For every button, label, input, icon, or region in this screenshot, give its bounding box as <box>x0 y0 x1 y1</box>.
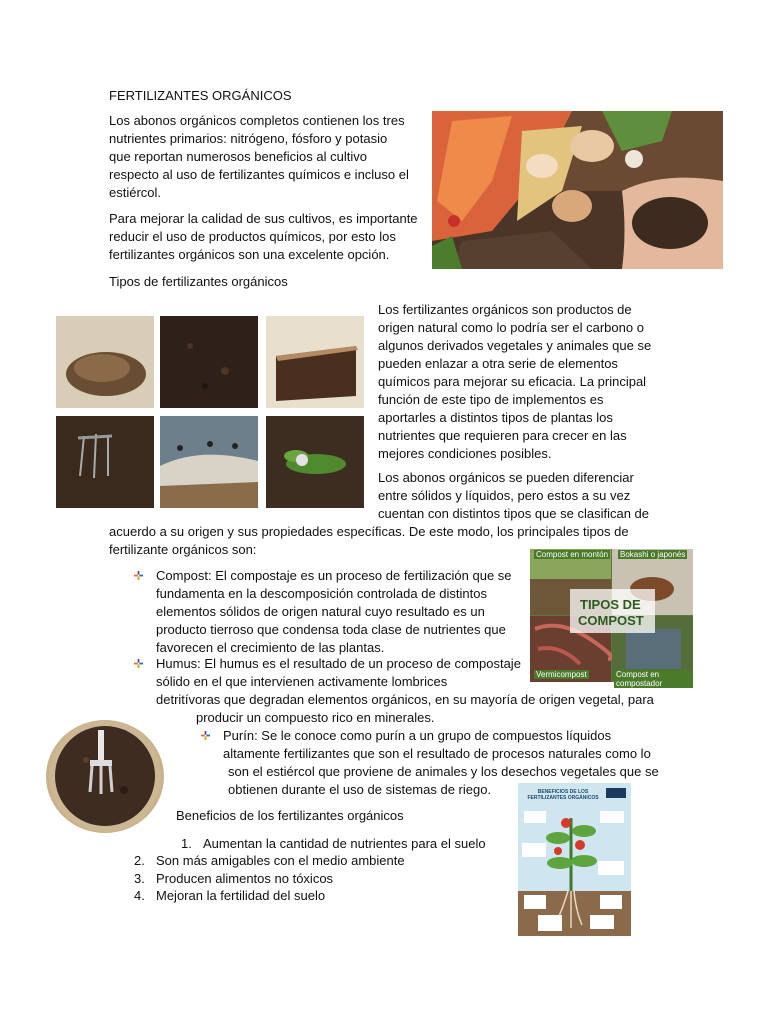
soil-sample-image <box>56 416 154 508</box>
types-line: mejores condiciones posibles. <box>378 446 552 461</box>
humus-line: detritívoras que degradan elementos orgánicos, en su mayoría de origen vegetal, para <box>156 692 654 707</box>
types-line: Los fertilizantes orgánicos son productos de <box>378 302 632 317</box>
compost-item <box>156 567 512 657</box>
purin-line: son el estiércol que proviene de animales y los desechos vegetales que se <box>228 764 659 779</box>
compost-line: Compost: El compostaje es un proceso de fertilización que se <box>156 568 512 583</box>
compost-label-bokashi: Bokashi o japonés <box>620 550 686 559</box>
diff-line: fertilizante orgánicos son: <box>109 542 257 557</box>
benefit-item: Son más amigables con el medio ambiente <box>156 853 405 868</box>
page-title: FERTILIZANTES ORGÁNICOS <box>109 88 292 103</box>
compost-label-heap: Compost en montón <box>536 550 609 559</box>
list-number: 3. <box>134 871 145 886</box>
types-line: origen natural como lo podría ser el carbono o <box>378 320 644 335</box>
soil-fork-image <box>46 720 164 833</box>
infographic-title: BENEFICIOS DE LOS FERTILIZANTES ORGÁNICOS <box>527 789 599 801</box>
compost-line: favorecen el crecimiento de las plantas. <box>156 640 385 655</box>
soil-sample-image <box>160 416 258 508</box>
humus-line: sólido en el que intervienen activamente lombrices <box>156 674 448 689</box>
soil-sample-image <box>160 316 258 408</box>
types-line: pueden enlazar a otra serie de elementos <box>378 356 618 371</box>
compost-line: producto tierroso que condensa toda clase de nutrientes que <box>156 622 506 637</box>
bullet-icon <box>201 731 210 740</box>
types-line: algunos derivados vegetales y animales que se <box>378 338 652 353</box>
para-line: Para mejorar la calidad de sus cultivos, es importante <box>109 211 418 226</box>
intro-paragraph <box>109 112 424 202</box>
list-number: 1. <box>181 836 192 851</box>
bullet-icon <box>134 571 143 580</box>
types-line: nutrientes que requieren para crecer en las <box>378 428 627 443</box>
types-line: químicos para mejorar su eficacia. La principal <box>378 374 647 389</box>
compost-line: fundamenta en la descomposición controlada de distintos <box>156 586 487 601</box>
types-line: función de este tipo de implementos es <box>378 392 604 407</box>
humus-line: producir un compuesto rico en minerales. <box>196 710 435 725</box>
diff-line: entre sólidos y líquidos, pero estos a su vez <box>378 488 631 503</box>
compost-title-1: TIPOS DE <box>580 597 641 612</box>
benefit-item: Aumentan la cantidad de nutrientes para el suelo <box>203 836 486 851</box>
benefits-heading: Beneficios de los fertilizantes orgánicos <box>176 808 404 823</box>
compost-hands-photo <box>432 111 723 269</box>
benefit-item: Mejoran la fertilidad del suelo <box>156 888 326 903</box>
soil-sample-image <box>56 316 154 408</box>
soil-sample-image <box>266 416 364 508</box>
intro-line: Los abonos orgánicos completos contienen los tres <box>109 113 405 128</box>
intro-line: estiércol. <box>109 185 162 200</box>
compost-types-image <box>530 549 693 688</box>
intro-line: respecto al uso de fertilizantes químicos e incluso el <box>109 167 409 182</box>
types-line: aportarles a distintos tipos de plantas los <box>378 410 613 425</box>
purin-line: altamente fertilizantes que son el resultado de procesos naturales como lo <box>223 746 651 761</box>
types-heading: Tipos de fertilizantes orgánicos <box>109 274 288 289</box>
humus-line: Humus: El humus es el resultado de un proceso de compostaje <box>156 656 521 671</box>
list-number: 4. <box>134 888 145 903</box>
para-line: reducir el uso de productos químicos, por esto los <box>109 229 396 244</box>
intro-line: nutrientes primarios: nitrógeno, fósforo y potasio <box>109 131 388 146</box>
quality-paragraph <box>109 210 424 264</box>
diff-line: Los abonos orgánicos se pueden diferenciar <box>378 470 634 485</box>
compost-label-composter: Compost en compostador <box>614 670 693 688</box>
benefit-item: Producen alimentos no tóxicos <box>156 871 334 886</box>
bullet-icon <box>134 659 143 668</box>
purin-line: Purín: Se le conoce como purín a un grupo de compuestos líquidos <box>223 728 612 743</box>
diff-line: acuerdo a su origen y sus propiedades específicas. De este modo, los principales tipos de <box>109 524 629 539</box>
compost-line: elementos sólidos de origen natural cuyo resultado es un <box>156 604 485 619</box>
para-line: fertilizantes orgánicos son una excelente opción. <box>109 247 390 262</box>
diff-line: cuentan con distintos tipos que se clasifican de <box>378 506 650 521</box>
purin-line: obtienen durante el uso de sistemas de riego. <box>228 782 492 797</box>
benefits-infographic <box>518 783 631 936</box>
compost-title-2: COMPOST <box>578 613 644 628</box>
intro-line: que reportan numerosos beneficios al cultivo <box>109 149 367 164</box>
compost-label-vermi: Vermicompost <box>536 670 587 679</box>
list-number: 2. <box>134 853 145 868</box>
types-paragraph <box>378 301 668 463</box>
soil-sample-image <box>266 316 364 408</box>
